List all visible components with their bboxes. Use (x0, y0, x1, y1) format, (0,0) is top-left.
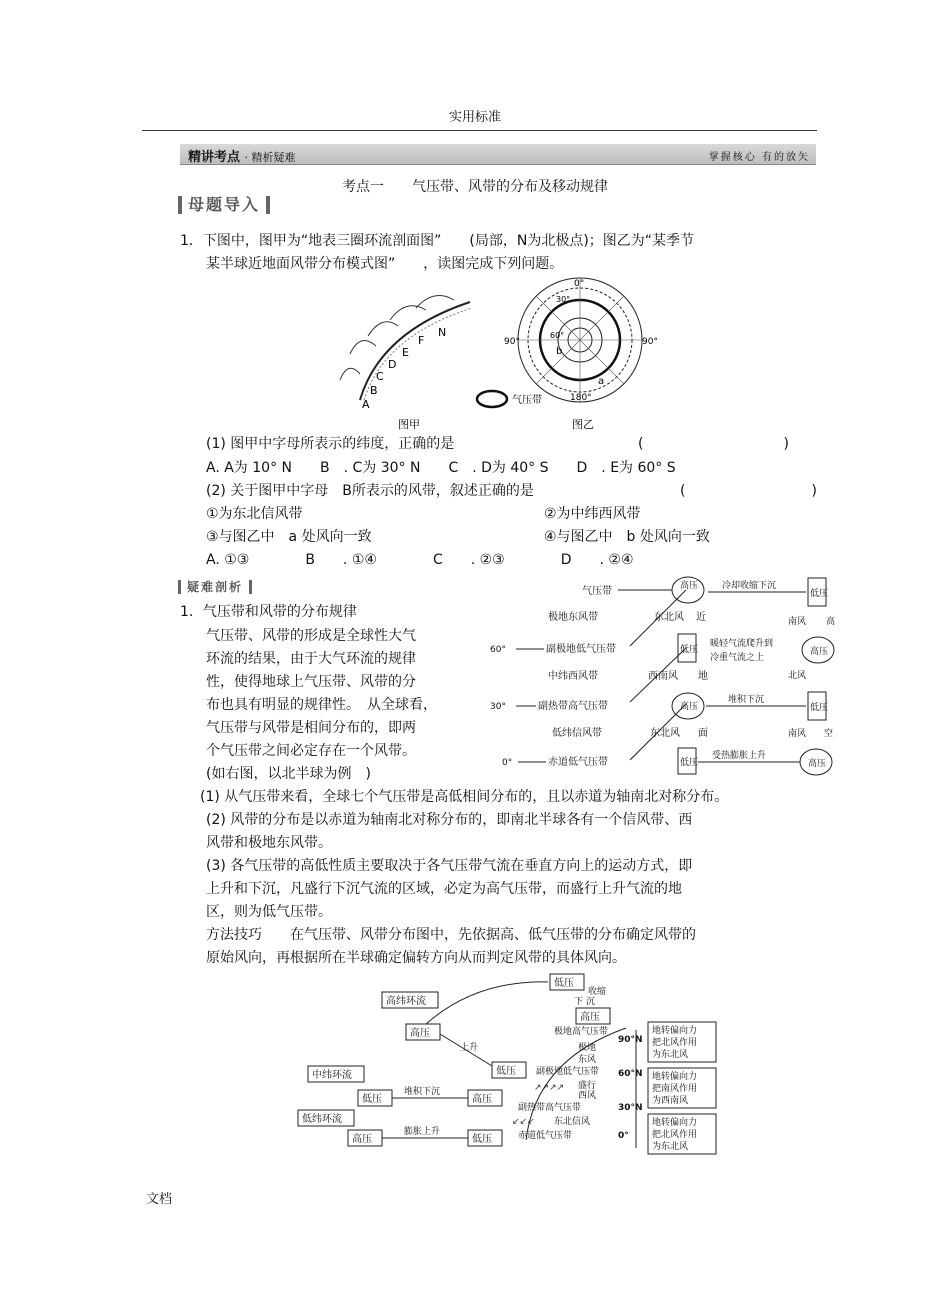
d2-belt-subtropical: 副热带高气压带 (518, 1103, 582, 1113)
section-banner (180, 144, 816, 165)
d1-wind-westerly: 中纬西风带 (548, 671, 598, 682)
d2-lat-60: 60°N (618, 1069, 643, 1079)
d2-w2b: 西风 (578, 1091, 597, 1101)
d2-high-3-label: 高压 (352, 1134, 372, 1145)
d1-flow-ne-2: 东北风 (650, 728, 680, 739)
analysis-p3a: (3) 各气压带的高低性质主要取决于各气压带气流在垂直方向上的运动方式，即 (206, 858, 693, 874)
diagram-three-cell (296, 970, 726, 1158)
d1-belt-subtropical: 副热带高气压带 (538, 701, 608, 712)
sub2-options: A. ①③ B . ①④ C . ②③ D . ②④ (206, 552, 634, 568)
analysis-para-2: 环流的结果，由于大气环流的规律 (206, 651, 416, 667)
d1-belt-equatorial: 赤道低气压带 (548, 757, 608, 768)
tag-analysis: 疑难剖析 (178, 580, 252, 594)
q1-line1: 1．下图中，图甲为“地表三圈环流剖面图” (局部，N为北极点)；图乙为“某季节 (180, 233, 695, 249)
d1-wind-trade: 低纬信风带 (552, 728, 602, 739)
analysis-p3b: 上升和下沉，凡盛行下沉气流的区域，必定为高气压带，而盛行上升气流的地 (206, 881, 682, 897)
analysis-p3c: 区，则为低气压带。 (206, 904, 332, 920)
d2-low-top-label: 低压 (554, 978, 574, 989)
d1-right-high-2-label: 高压 (808, 759, 827, 769)
d1-high-1-label: 高压 (680, 581, 699, 591)
d2-high-2-label: 高压 (472, 1094, 492, 1105)
circulation-arrows (340, 296, 454, 381)
sub2-option-3: ③与图乙中 a 处风向一致 (206, 529, 372, 545)
d1-proc2a: 暖轻气流爬升到 (710, 639, 774, 649)
d2-low-1-label: 低压 (362, 1094, 382, 1105)
d2-low-mid-label: 低压 (496, 1066, 516, 1077)
d1-flow-ne-1: 东北风 (654, 612, 684, 623)
d1-low-2-label: 低压 (680, 758, 699, 768)
d2-duiji: 堆积下沉 (404, 1087, 441, 1097)
d2-box1-l1: 地转偏向力 (652, 1026, 698, 1036)
d2-box2-l2: 把南风作用 (652, 1084, 698, 1094)
d2-circ-mid: 中纬环流 (312, 1070, 352, 1081)
d1-right-low-1-label: 低压 (810, 589, 829, 599)
sub1-question: (1) 图甲中字母所表示的纬度，正确的是 (206, 436, 455, 452)
figure-yi (477, 278, 658, 431)
d1-flow-sw: 西南风 (648, 671, 678, 682)
d1-dimian: 地 (698, 671, 708, 682)
tag-mother-question: 母题导入 (178, 196, 270, 214)
analysis-p1: (1) 从气压带来看，全球七个气压带是高低相间分布的，且以赤道为轴南北对称分布。 (200, 789, 729, 805)
d1-proc4: 受热膨胀上升 (712, 751, 767, 761)
d1-wind-polar: 极地东风带 (548, 612, 598, 623)
d1-proc2b: 冷重气流之上 (710, 653, 765, 663)
d2-belt-polar-high: 极地高气压带 (554, 1027, 609, 1037)
d1-nanfeng-2: 南风 (788, 729, 807, 739)
sub2-question: (2) 关于图甲中字母 B所表示的风带，叙述正确的是 (206, 483, 534, 499)
legend-label: 气压带 (512, 395, 542, 406)
analysis-para-7: (如右图，以北半球为例 ) (206, 766, 371, 782)
sub1-paren: ( ) (638, 436, 789, 452)
deg-60: 60° (550, 331, 565, 340)
d2-box3-l1: 地转偏向力 (652, 1118, 698, 1128)
d1-nanfeng-1: 南风 (788, 617, 807, 627)
d1-kong: 空 (824, 729, 834, 739)
deg-30: 30° (556, 295, 571, 304)
method-line2: 原始风向，再根据所在半球确定偏转方向从而判定风带的具体风向。 (206, 950, 626, 966)
d2-circ-low: 低纬环流 (302, 1114, 342, 1125)
letter-a: A (362, 398, 370, 411)
analysis-para-1: 气压带、风带的形成是全球性大气 (206, 628, 416, 644)
d1-proc1: 冷却收缩下沉 (722, 581, 777, 591)
d2-arrows-west: ↗↗↗↗ (534, 1083, 565, 1093)
d2-xia: 下 (574, 997, 584, 1007)
method-line1: 方法技巧 在气压带、风带分布图中，先依据高、低气压带的分布确定风带的 (206, 927, 696, 943)
d2-w1a: 极地 (578, 1043, 597, 1053)
letter-c: C (376, 370, 384, 383)
banner-main: 精讲考点 (188, 150, 241, 165)
letter-e: E (402, 346, 409, 359)
sub2-option-2: ②为中纬西风带 (544, 506, 641, 522)
d1-top-label: 气压带 (582, 586, 612, 597)
d2-low-2-label: 低压 (472, 1134, 492, 1145)
sub2-option-4: ④与图乙中 b 处风向一致 (544, 529, 710, 545)
analysis-para-6: 个气压带之间必定存在一个风带。 (206, 743, 416, 759)
d2-pengzhang: 膨胀上升 (404, 1127, 441, 1137)
d2-shangsheng: 上升 (460, 1043, 479, 1053)
analysis-para-3: 性，使得地球上气压带、风带的分 (206, 674, 416, 690)
d2-w2a: 盛行 (578, 1081, 597, 1091)
analysis-para-5: 气压带与风带是相间分布的，即两 (206, 720, 416, 736)
d2-box1-l2: 把北风作用 (652, 1038, 698, 1048)
d1-high-2-label: 高压 (680, 702, 699, 712)
letter-d: D (388, 358, 397, 371)
q1-line2: 某半球近地面风带分布模式图” ，读图完成下列问题。 (206, 256, 564, 272)
banner-sub: · 精析疑难 (244, 151, 296, 164)
analysis-heading: 1．气压带和风带的分布规律 (180, 604, 357, 620)
d2-high-top-label: 高压 (580, 1012, 600, 1023)
d2-w1b: 东风 (578, 1055, 597, 1065)
d2-circ-high: 高纬环流 (386, 996, 426, 1007)
deg-right: 90° (642, 337, 658, 347)
d2-arrows-trade: ↙↙↙ (512, 1117, 535, 1127)
caption-yi: 图乙 (572, 418, 594, 431)
d2-belt-subpolar: 副极地低气压带 (536, 1067, 600, 1077)
d2-box3-l3: 为东北风 (652, 1142, 689, 1152)
d1-gao-char: 高 (826, 617, 836, 627)
d2-box2-l1: 地转偏向力 (652, 1072, 698, 1082)
d1-jin: 近 (696, 612, 706, 623)
letter-f: F (418, 334, 425, 347)
analysis-p2b: 风带和极地东风带。 (206, 835, 332, 851)
d2-w3: 东北信风 (554, 1117, 591, 1127)
d2-belt-equatorial: 赤道低气压带 (518, 1131, 573, 1141)
d2-shousuo: 收缩 (588, 987, 607, 997)
d2-box1-l3: 为东北风 (652, 1050, 689, 1060)
sub1-options: A. A为 10° N B . C为 30° N C . D为 40° S D . E为 60° S (206, 460, 676, 476)
d1-belt-subpolar: 副极地低气压带 (546, 644, 616, 655)
point-b: b (556, 346, 563, 357)
legend-ellipse (477, 391, 507, 407)
analysis-para-4: 布也具有明显的规律性。 从全球看， (206, 697, 437, 713)
caption-jia: 图甲 (398, 418, 420, 431)
point-a: a (598, 376, 605, 387)
section-title: 考点一 气压带、风带的分布及移动规律 (342, 179, 608, 195)
d2-box3-l2: 把北风作用 (652, 1130, 698, 1140)
letter-n: N (438, 326, 447, 339)
letter-b: B (370, 384, 378, 397)
d2-lat-90: 90°N (618, 1035, 643, 1045)
d2-lat-0: 0° (618, 1131, 629, 1141)
d1-right-high-1-label: 高压 (810, 647, 829, 657)
sub2-paren: ( ) (680, 483, 817, 499)
d1-proc3: 堆积下沉 (728, 695, 765, 705)
d1-beifeng: 北风 (788, 671, 807, 681)
d1-lat-0: 0° (502, 758, 513, 768)
deg-left: 90° (504, 337, 520, 347)
banner-right: 掌握核心 有的放矢 (708, 152, 810, 163)
d1-low-1-label: 低压 (680, 645, 699, 655)
d1-right-low-2-label: 低压 (810, 703, 829, 713)
d2-lat-30: 30°N (618, 1103, 643, 1113)
d2-chen: 沉 (586, 997, 596, 1007)
deg-bottom: 180° (570, 393, 592, 403)
analysis-p2a: (2) 风带的分布是以赤道为轴南北对称分布的，即南北半球各有一个信风带、西 (206, 812, 693, 828)
d2-high-1-label: 高压 (410, 1028, 430, 1039)
page-footer: 文档 (146, 1192, 173, 1207)
d1-lat-30: 30° (490, 702, 506, 712)
banner-left (188, 146, 296, 165)
page-header: 实用标准 (448, 110, 501, 125)
d1-mian: 面 (698, 728, 708, 739)
figure-jia-yi (320, 272, 680, 434)
earth-hatch (364, 308, 472, 400)
sub2-option-1: ①为东北信风带 (206, 506, 303, 522)
deg-top: 0° (574, 279, 585, 289)
d2-box2-l3: 为西南风 (652, 1096, 689, 1106)
diagram-pressure-belts (490, 572, 840, 778)
header-rule (142, 130, 817, 131)
d1-lat-60: 60° (490, 645, 506, 655)
